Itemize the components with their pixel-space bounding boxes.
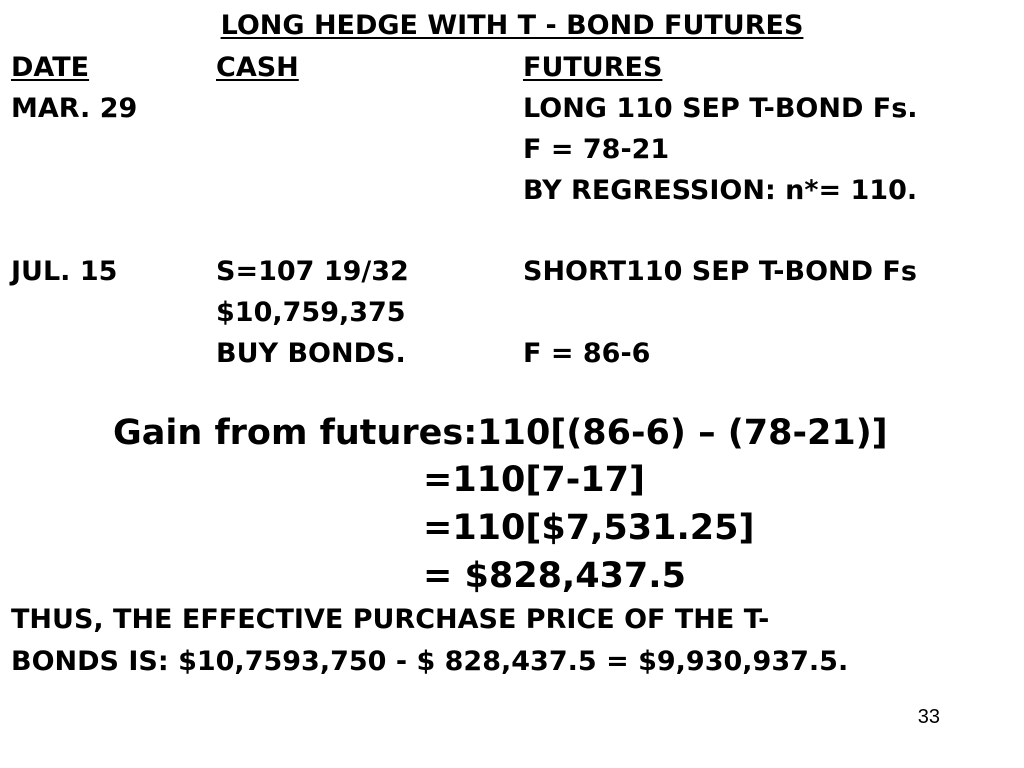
- gain-step-2: =110[7-17]: [423, 460, 645, 500]
- gain-step-3: =110[$7,531.25]: [423, 508, 755, 548]
- header-futures: FUTURES: [523, 52, 663, 83]
- date-mar-29: MAR. 29: [11, 93, 138, 124]
- futures-price-march: F = 78-21: [523, 134, 670, 165]
- futures-price-july: F = 86-6: [523, 338, 651, 369]
- futures-regression-note: BY REGRESSION: n*= 110.: [523, 175, 918, 206]
- cash-spot-price: S=107 19/32: [216, 256, 409, 287]
- gain-from-futures: Gain from futures:110[(86-6) – (78-21)]: [113, 413, 888, 453]
- gain-result: = $828,437.5: [423, 556, 686, 596]
- conclusion-line-1: THUS, THE EFFECTIVE PURCHASE PRICE OF THE T-: [11, 604, 770, 635]
- date-jul-15: JUL. 15: [11, 256, 118, 287]
- conclusion-line-2: BONDS IS: $10,7593,750 - $ 828,437.5 = $9,930,937.5.: [11, 646, 849, 677]
- futures-short-position: SHORT110 SEP T-BOND Fs: [523, 256, 917, 287]
- page-number: 33: [917, 706, 940, 728]
- cash-buy-bonds: BUY BONDS.: [216, 338, 406, 369]
- header-cash: CASH: [216, 52, 299, 83]
- header-date: DATE: [11, 52, 90, 83]
- futures-long-position: LONG 110 SEP T-BOND Fs.: [523, 93, 918, 124]
- slide-title: LONG HEDGE WITH T - BOND FUTURES: [220, 10, 804, 41]
- cash-amount: $10,759,375: [216, 297, 406, 328]
